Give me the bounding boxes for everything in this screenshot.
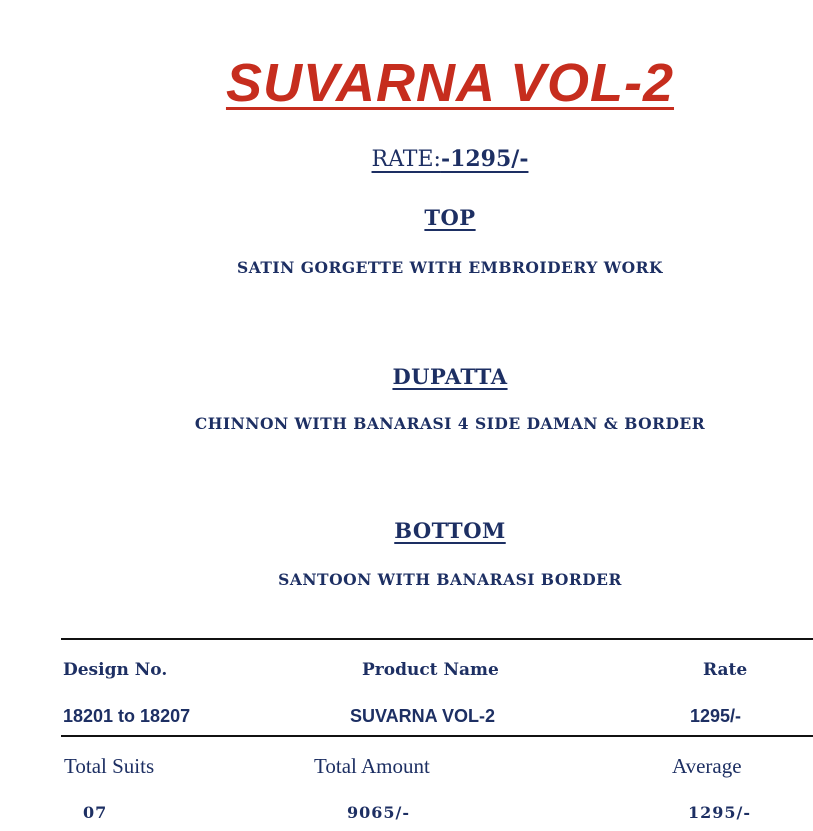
total-amount-value: 9065/- [347,803,411,822]
average-value: 1295/- [688,803,752,822]
summary-header-total-suits: Total Suits [64,754,155,778]
section-heading-bottom: BOTTOM [394,518,506,543]
section-heading-top: TOP [424,205,476,230]
product-name-value: SUVARNA VOL-2 [350,706,496,726]
total-suits-value: 07 [83,803,108,822]
catalog-title: SUVARNA VOL-2 [225,53,675,113]
summary-header-total-amount: Total Amount [314,754,430,778]
table-middle-rule [61,735,813,737]
design-number-range: 18201 to 18207 [63,706,191,726]
section-heading-dupatta: DUPATTA [392,364,508,389]
column-header-product-name: Product Name [362,660,499,680]
rate-line [0,146,813,172]
section-description-top: SATIN GORGETTE WITH EMBROIDERY WORK [237,258,663,277]
section-description-dupatta: CHINNON WITH BANARASI 4 SIDE DAMAN & BORDER [194,414,706,433]
column-header-design-no: Design No. [63,660,168,680]
rate-value: -1295/- [440,146,529,172]
summary-header-average: Average [672,754,742,778]
column-header-rate: Rate [703,660,748,680]
rate-label: RATE: [371,147,441,172]
table-top-rule [61,638,813,640]
section-description-bottom: SANTOON WITH BANARASI BORDER [278,570,622,589]
rate-cell-value: 1295/- [690,706,742,726]
